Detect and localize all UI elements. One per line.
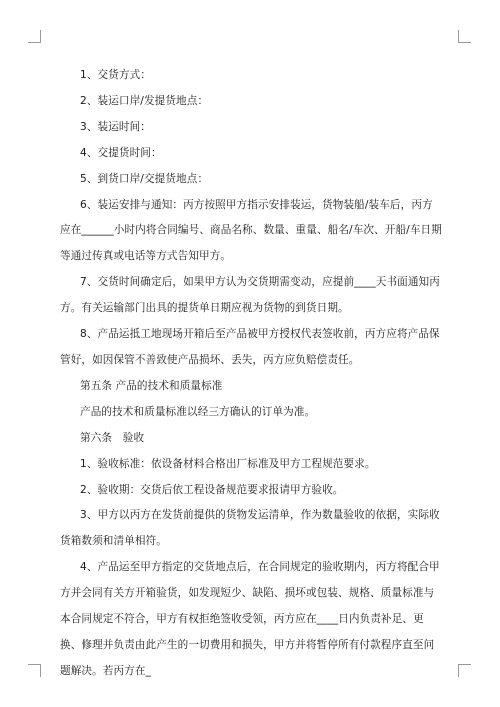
- paragraph: 4、产品运至甲方指定的交货地点后，在合同规定的验收期内，丙方将配合甲方并会同有关方开箱验货，如发现短少、缺陷、损坏或包装、规格、质量标准与本合同规定不符合，甲方有权拒绝签收受领，丙方应在____日内负责补足、更换、修理并负责由此产生的一切费用和损失，甲方并将暂停所有付款程序直至问题解决。若丙方在_: [60, 561, 440, 677]
- paragraph: 6、装运安排与通知：丙方按照甲方指示安排装运，货物装船/装车后，丙方应在______小时内将合同编号、商品名称、数量、重量、船名/车次、开船/车日期等通过传真或电话等方式告知甲方。: [60, 198, 442, 263]
- crop-mark-bottom-right: [458, 664, 471, 677]
- paragraph: 1、验收标准：依设备材料合格出厂标准及甲方工程规范要求。: [80, 457, 376, 470]
- crop-mark-top-right: [458, 30, 471, 43]
- paragraph: 4、交提货时间：: [80, 146, 162, 159]
- paragraph: 1、交货方式：: [80, 69, 152, 81]
- paragraph: 2、装运口岸/发提货地点：: [80, 94, 209, 107]
- paragraph: 8、产品运抵工地现场开箱后至产品被甲方授权代表签收前，丙方应将产品保管好，如因保管不善致使产品损坏、丢失，丙方应负赔偿责任。: [60, 328, 440, 366]
- section-heading: 第五条 产品的技术和质量标准: [80, 379, 223, 392]
- paragraph: 5、到货口岸/交提货地点：: [80, 172, 209, 185]
- crop-mark-bottom-left: [28, 664, 41, 677]
- paragraph: 3、甲方以丙方在发货前提供的货物发运清单，作为数量验收的依据，实际收货箱数须和清单相符。: [60, 509, 440, 548]
- paragraph: 产品的技术和质量标准以经三方确认的订单为准。: [80, 405, 316, 418]
- document-body: [60, 63, 442, 685]
- paragraph: 7、交货时间确定后，如果甲方认为交货期需变动，应提前____天书面通知丙方。有关运输部门出具的提货单日期应视为货物的到货日期。: [60, 276, 440, 315]
- crop-mark-top-left: [28, 30, 41, 43]
- section-heading: 第六条 验收: [80, 431, 145, 444]
- paragraph: 2、验收期：交货后依工程设备规范要求报请甲方验收。: [80, 483, 344, 496]
- paragraph: 3、装运时间：: [80, 120, 152, 133]
